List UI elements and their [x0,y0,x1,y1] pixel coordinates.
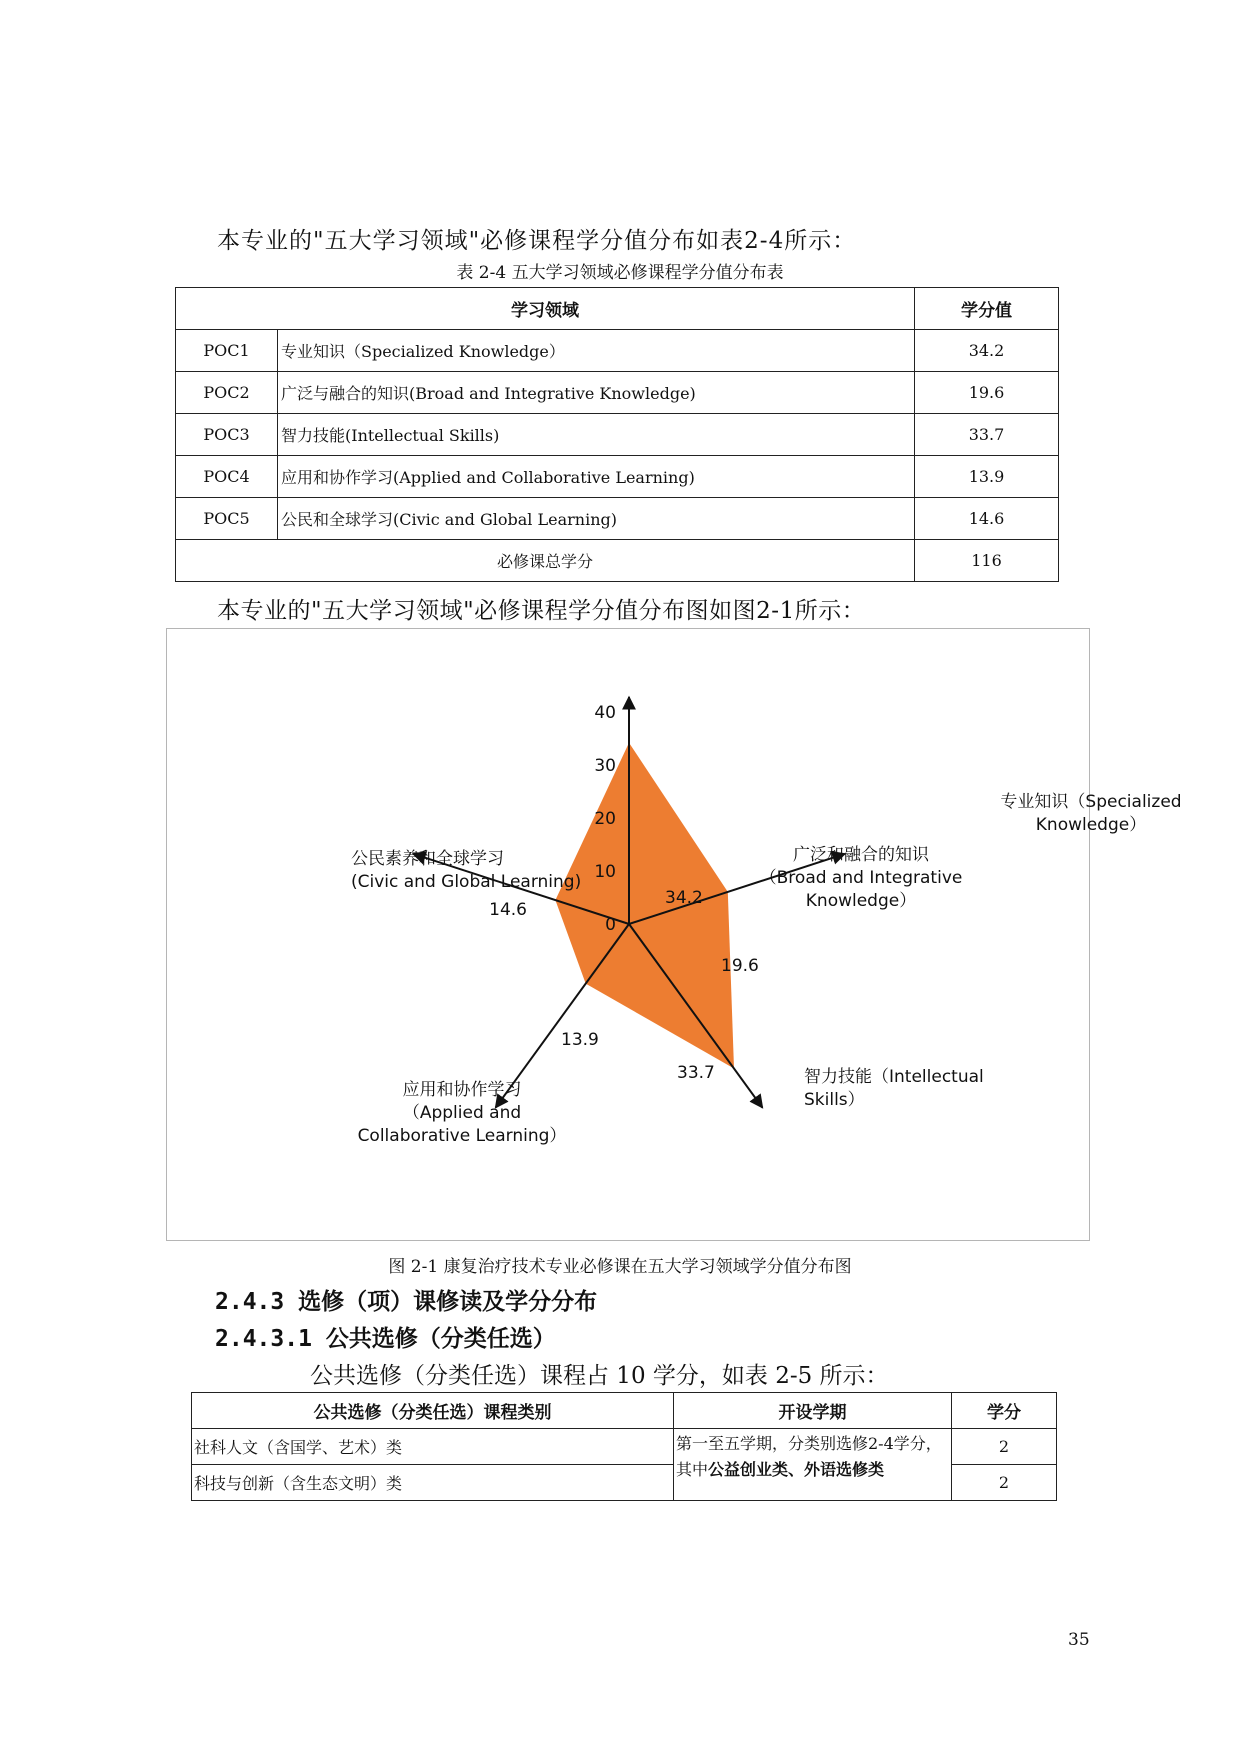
row-value: 19.6 [915,372,1059,414]
axis-category-label: （Applied and [402,1103,522,1123]
axis-category-label: Collaborative Learning） [357,1126,567,1146]
axis-category-label: 应用和协作学习 [402,1080,522,1100]
subsection-heading: 2.4.3.1 公共选修（分类任选） [215,1326,556,1352]
row-code: POC4 [176,456,278,498]
semester-bold-text: 公益创业类、外语选修类 [708,1460,885,1479]
tick-label: 0 [605,915,616,935]
row-name: 应用和协作学习(Applied and Collaborative Learning) [278,456,915,498]
row-name: 专业知识（Specialized Knowledge） [278,330,915,372]
intro-paragraph-electives: 公共选修（分类任选）课程占 10 学分，如表 2-5 所示： [310,1363,889,1389]
table-caption: 表 2-4 五大学习领域必修课程学分值分布表 [456,263,784,283]
header-credit: 学分 [952,1393,1057,1429]
row-name: 智力技能(Intellectual Skills) [278,414,915,456]
axis-category-label: Knowledge） [805,891,917,911]
table-row [176,372,1059,414]
row-value: 33.7 [915,414,1059,456]
intro-paragraph-table: 本专业的"五大学习领域"必修课程学分值分布如表2-4所示： [217,228,857,254]
row-category: 社科人文（含国学、艺术）类 [192,1429,674,1465]
header-domain: 学习领域 [176,288,915,330]
semester-text: 第一至五学期，分类别选修2-4学分，其中 [676,1434,942,1479]
intro-paragraph-chart: 本专业的"五大学习领域"必修课程学分值分布图如图2-1所示： [217,598,866,624]
row-code: POC2 [176,372,278,414]
axis-category-label: 广泛和融合的知识 [793,845,929,865]
radar-area [555,743,734,1069]
axis-category-label: Skills） [804,1090,865,1110]
table-row [176,498,1059,540]
row-code: POC1 [176,330,278,372]
tick-label: 20 [594,809,616,829]
axis-category-label: (Civic and Global Learning) [351,872,582,892]
data-value-label: 33.7 [677,1063,715,1083]
row-credit: 2 [952,1429,1057,1465]
table-total-row [176,540,1059,582]
table-row [192,1429,1057,1465]
section-heading: 2.4.3 选修（项）课修读及学分分布 [215,1289,598,1315]
axis-category-label: 专业知识（Specialized [1000,792,1182,812]
row-name: 公民和全球学习(Civic and Global Learning) [278,498,915,540]
header-semester: 开设学期 [674,1393,952,1429]
axis-category-label: （Broad and Integrative [759,868,963,888]
data-value-label: 34.2 [665,888,703,908]
row-value: 13.9 [915,456,1059,498]
row-value: 34.2 [915,330,1059,372]
page-number: 35 [1068,1630,1090,1650]
credit-distribution-table [175,287,1059,582]
total-label: 必修课总学分 [176,540,915,582]
data-value-label: 13.9 [561,1030,599,1050]
data-value-label: 19.6 [721,956,759,976]
row-code: POC5 [176,498,278,540]
axis-category-label: Knowledge） [1035,815,1147,835]
table-header-row [176,288,1059,330]
total-value: 116 [915,540,1059,582]
row-name: 广泛与融合的知识(Broad and Integrative Knowledge) [278,372,915,414]
figure-caption: 图 2-1 康复治疗技术专业必修课在五大学习领域学分值分布图 [388,1257,852,1277]
table-row [176,456,1059,498]
tick-label: 10 [594,862,616,882]
elective-table [191,1392,1057,1501]
header-category: 公共选修（分类任选）课程类别 [192,1393,674,1429]
data-value-label: 14.6 [489,900,527,920]
radar-chart-frame [166,628,1182,1241]
radar-chart [167,629,1182,1242]
row-category: 科技与创新（含生态文明）类 [192,1465,674,1501]
row-value: 14.6 [915,498,1059,540]
row-code: POC3 [176,414,278,456]
table-row [176,414,1059,456]
tick-label: 30 [594,756,616,776]
table-row [176,330,1059,372]
row-credit: 2 [952,1465,1057,1501]
header-credit: 学分值 [915,288,1059,330]
table-header-row [192,1393,1057,1429]
axis-category-label: 智力技能（Intellectual [804,1067,984,1087]
semester-cell [674,1429,952,1501]
tick-label: 40 [594,703,616,723]
axis-category-label: 公民素养和全球学习 [351,849,504,869]
